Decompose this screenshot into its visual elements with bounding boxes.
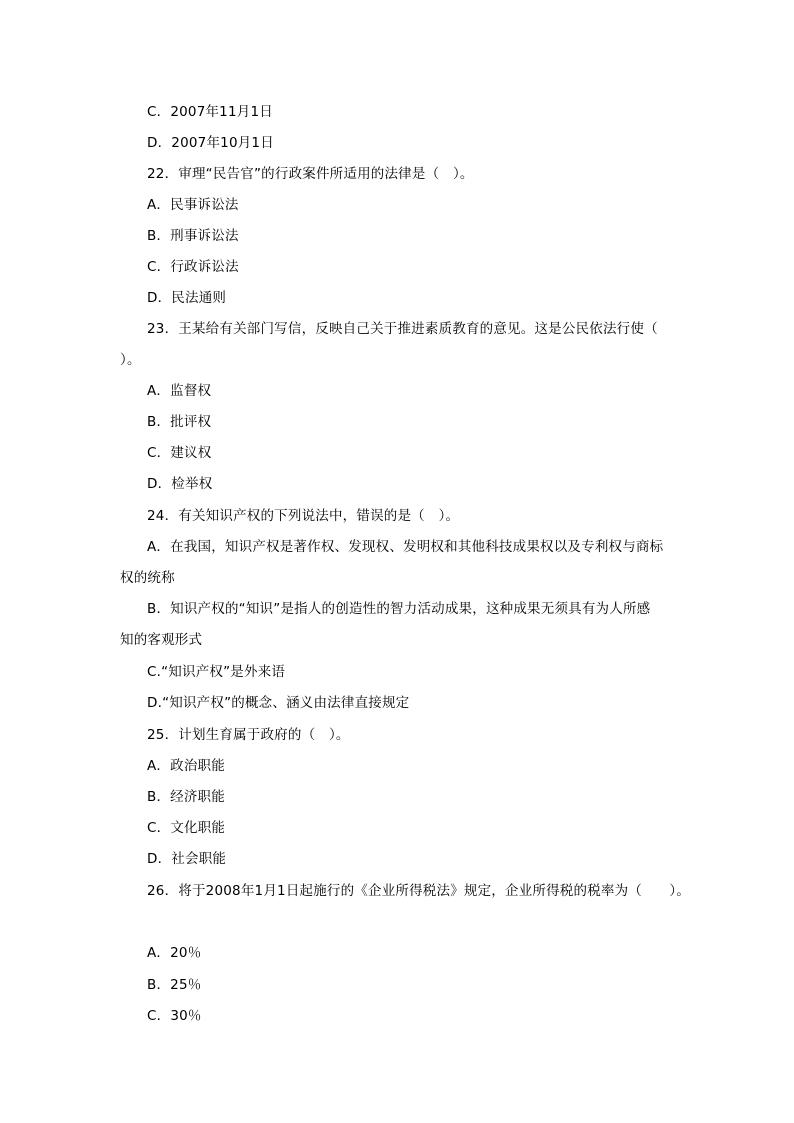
option-c-q21: C．2007年11月1日 — [147, 104, 273, 120]
question-24: 24．有关知识产权的下列说法中，错误的是（ ）。 — [147, 508, 460, 524]
option-c-q22: C．行政诉讼法 — [147, 259, 239, 275]
option-d-q21: D．2007年10月1日 — [147, 135, 274, 151]
option-b-q24: B．知识产权的“知识”是指人的创造性的智力活动成果，这种成果无须具有为人所感 — [147, 601, 651, 617]
option-d-q22: D．民法通则 — [147, 290, 227, 306]
question-26: 26．将于2008年1月1日起施行的《企业所得税法》规定，企业所得税的税率为（ ）。 — [147, 883, 691, 899]
option-b-q24-continued: 知的客观形式 — [120, 632, 203, 648]
option-d-q25: D．社会职能 — [147, 851, 227, 867]
option-a-q24: A．在我国，知识产权是著作权、发现权、发明权和其他科技成果权以及专利权与商标 — [147, 539, 664, 555]
option-a-q24-continued: 权的统称 — [120, 570, 175, 586]
option-a-q26: A．20％ — [147, 945, 202, 961]
option-b-q25: B．经济职能 — [147, 789, 225, 805]
option-c-q25: C．文化职能 — [147, 820, 226, 836]
option-b-q26: B．25％ — [147, 977, 202, 993]
option-c-q24: C.“知识产权”是外来语 — [147, 664, 286, 680]
option-a-q23: A．监督权 — [147, 383, 212, 399]
question-23-continued: ）。 — [120, 352, 141, 368]
question-23: 23．王某给有关部门写信，反映自己关于推进素质教育的意见。这是公民依法行使（ — [147, 321, 658, 337]
option-c-q26: C．30％ — [147, 1008, 202, 1024]
option-d-q23: D．检举权 — [147, 476, 213, 492]
option-c-q23: C．建议权 — [147, 445, 212, 461]
question-25: 25．计划生育属于政府的（ ）。 — [147, 727, 350, 743]
option-d-q24: D.“知识产权”的概念、涵义由法律直接规定 — [147, 695, 410, 711]
question-22: 22．审理“民告官”的行政案件所适用的法律是（ ）。 — [147, 166, 474, 182]
option-a-q25: A．政治职能 — [147, 758, 225, 774]
option-b-q22: B．刑事诉讼法 — [147, 228, 239, 244]
option-b-q23: B．批评权 — [147, 414, 212, 430]
option-a-q22: A．民事诉讼法 — [147, 197, 239, 213]
